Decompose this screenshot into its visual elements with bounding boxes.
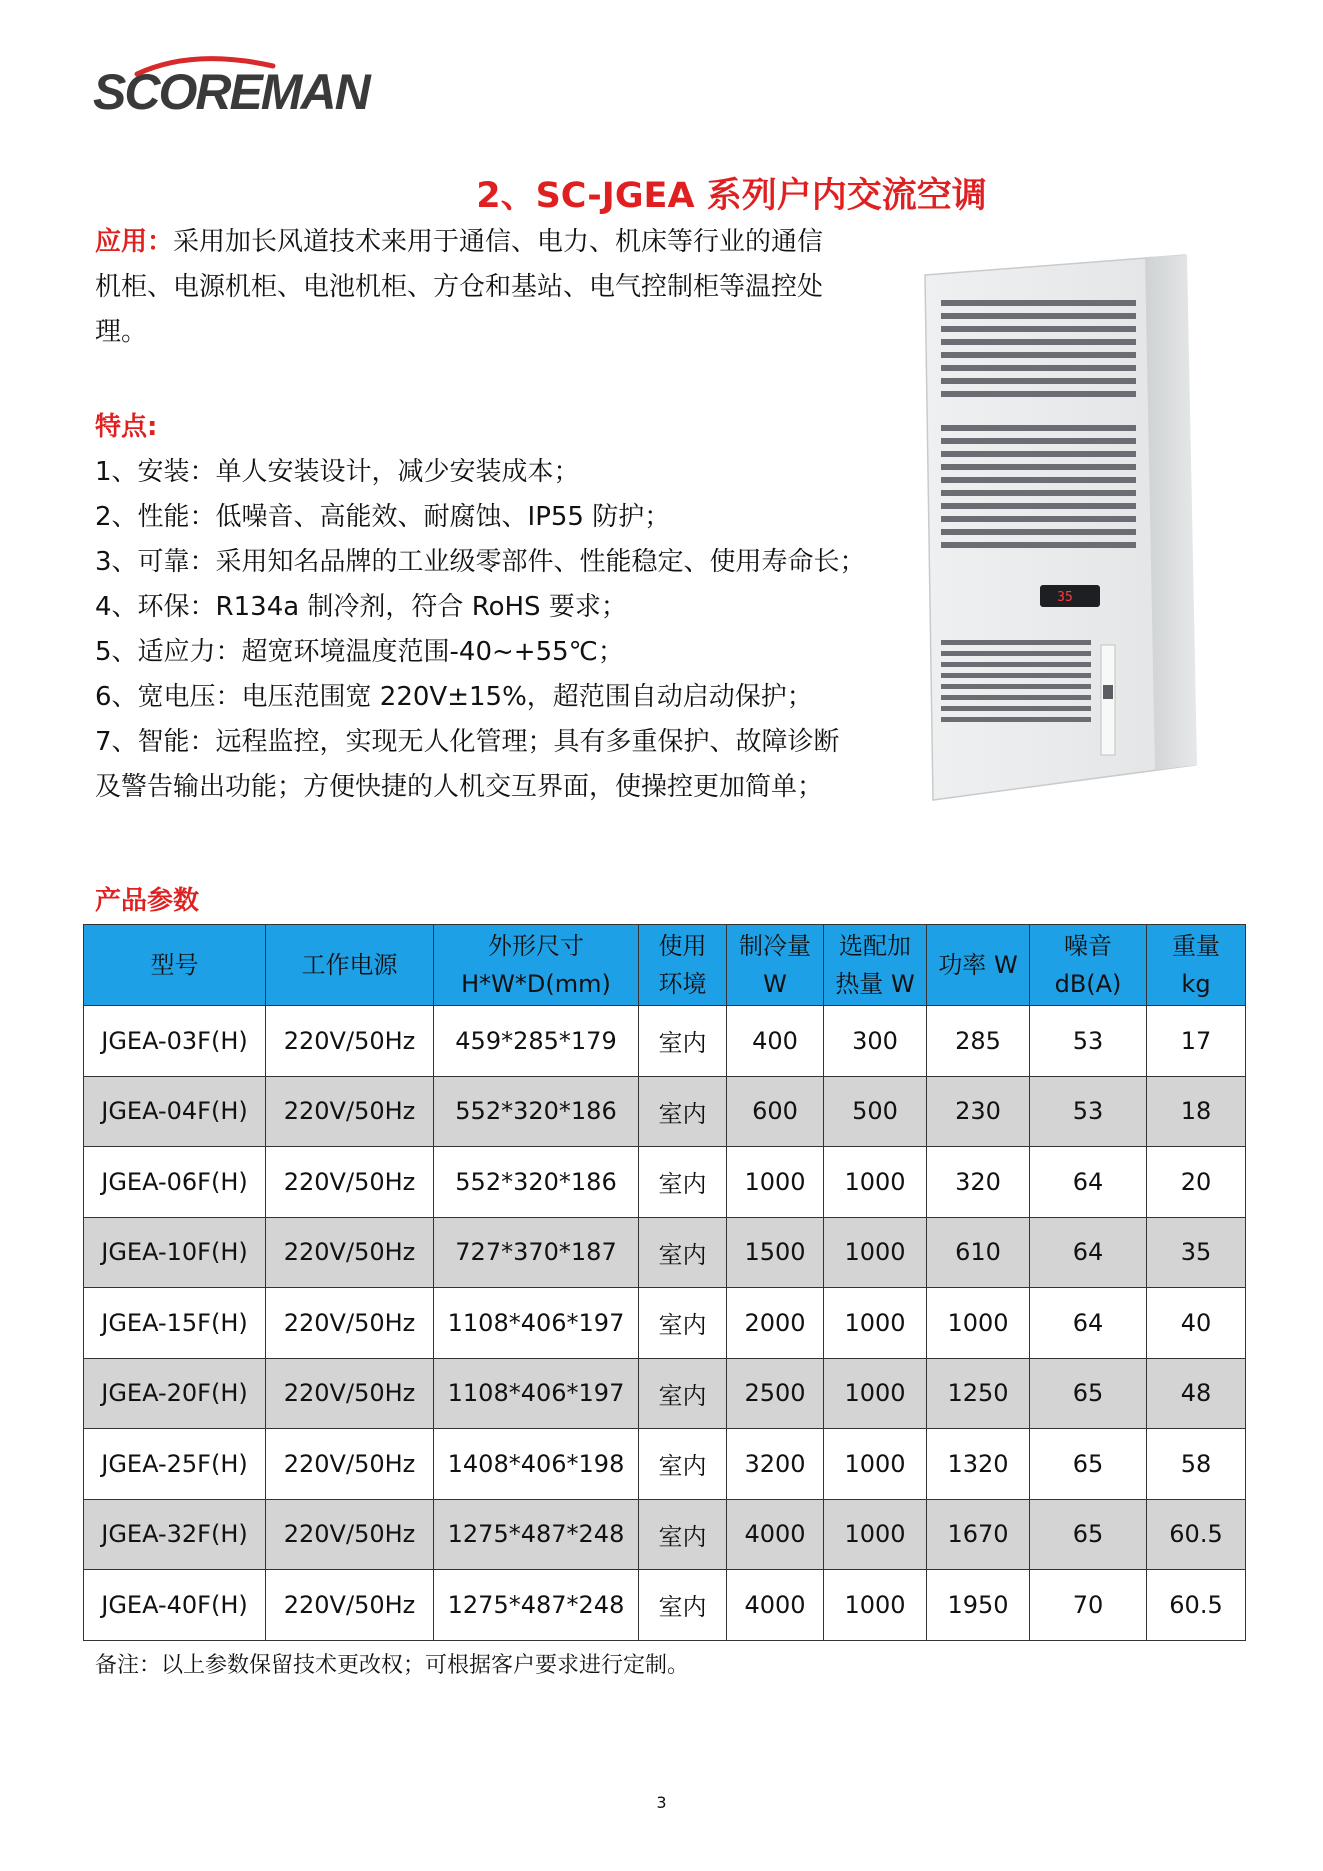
- air-conditioner-image: [905, 245, 1205, 805]
- cell-model: JGEA-20F(H): [84, 1358, 266, 1429]
- cell-cooling: 4000: [727, 1570, 824, 1641]
- cell-power: 230: [927, 1076, 1030, 1147]
- cell-weight: 40: [1147, 1288, 1246, 1359]
- features-section: [95, 405, 865, 810]
- cell-heating: 300: [824, 1006, 927, 1077]
- cell-model: JGEA-06F(H): [84, 1147, 266, 1218]
- header-power: 功率 W: [927, 925, 1030, 1006]
- cell-cooling: 1500: [727, 1217, 824, 1288]
- cell-cooling: 400: [727, 1006, 824, 1077]
- cell-supply: 220V/50Hz: [266, 1217, 434, 1288]
- cell-dimensions: 1108*406*197: [434, 1358, 639, 1429]
- table-row: [84, 1358, 1246, 1429]
- cell-noise: 53: [1030, 1006, 1147, 1077]
- cell-noise: 70: [1030, 1570, 1147, 1641]
- cell-cooling: 2500: [727, 1358, 824, 1429]
- application-line-2: 机柜、电源机柜、电池机柜、方仓和基站、电气控制柜等温控处: [95, 272, 824, 302]
- cell-supply: 220V/50Hz: [266, 1358, 434, 1429]
- cell-dimensions: 459*285*179: [434, 1006, 639, 1077]
- cell-noise: 65: [1030, 1429, 1147, 1500]
- cell-environment: 室内: [639, 1429, 727, 1500]
- application-section: [95, 220, 865, 355]
- cell-dimensions: 1275*487*248: [434, 1499, 639, 1570]
- cell-dimensions: 1275*487*248: [434, 1570, 639, 1641]
- application-line-3: 理。: [95, 317, 148, 347]
- header-cooling-capacity: 制冷量 W: [727, 925, 824, 1006]
- cell-power: 1670: [927, 1499, 1030, 1570]
- cell-model: JGEA-40F(H): [84, 1570, 266, 1641]
- cell-noise: 64: [1030, 1147, 1147, 1218]
- cell-supply: 220V/50Hz: [266, 1429, 434, 1500]
- header-noise: 噪音 dB(A): [1030, 925, 1147, 1006]
- feature-item: 1、安装：单人安装设计，减少安装成本；: [95, 457, 580, 487]
- application-label: 应用：: [95, 227, 174, 257]
- cell-weight: 58: [1147, 1429, 1246, 1500]
- logo-arc-icon: [133, 54, 283, 78]
- table-row: [84, 1499, 1246, 1570]
- cell-power: 610: [927, 1217, 1030, 1288]
- feature-item: 7、智能：远程监控，实现无人化管理；具有多重保护、故障诊断: [95, 727, 840, 757]
- page-title: 2、SC-JGEA 系列户内交流空调: [476, 176, 987, 216]
- table-row: [84, 1006, 1246, 1077]
- cell-dimensions: 552*320*186: [434, 1076, 639, 1147]
- cell-power: 285: [927, 1006, 1030, 1077]
- cell-environment: 室内: [639, 1147, 727, 1218]
- header-model: 型号: [84, 925, 266, 1006]
- cell-dimensions: 1408*406*198: [434, 1429, 639, 1500]
- cell-model: JGEA-15F(H): [84, 1288, 266, 1359]
- cell-noise: 64: [1030, 1288, 1147, 1359]
- cell-environment: 室内: [639, 1217, 727, 1288]
- cell-noise: 65: [1030, 1499, 1147, 1570]
- table-row: [84, 1217, 1246, 1288]
- header-power-supply: 工作电源: [266, 925, 434, 1006]
- cell-weight: 60.5: [1147, 1499, 1246, 1570]
- cell-weight: 17: [1147, 1006, 1246, 1077]
- application-line-1: 采用加长风道技术来用于通信、电力、机床等行业的通信: [173, 227, 824, 257]
- page-number: 3: [656, 1793, 667, 1812]
- table-row: [84, 1570, 1246, 1641]
- cell-supply: 220V/50Hz: [266, 1147, 434, 1218]
- cell-weight: 18: [1147, 1076, 1246, 1147]
- feature-item: 6、宽电压：电压范围宽 220V±15%，超范围自动启动保护；: [95, 682, 813, 712]
- cell-weight: 60.5: [1147, 1570, 1246, 1641]
- cell-cooling: 3200: [727, 1429, 824, 1500]
- feature-item: 5、适应力：超宽环境温度范围-40~+55℃；: [95, 637, 624, 667]
- cell-cooling: 4000: [727, 1499, 824, 1570]
- cell-environment: 室内: [639, 1499, 727, 1570]
- cell-heating: 1000: [824, 1570, 927, 1641]
- cell-weight: 20: [1147, 1147, 1246, 1218]
- cell-model: JGEA-25F(H): [84, 1429, 266, 1500]
- cell-power: 1000: [927, 1288, 1030, 1359]
- feature-item: 及警告输出功能；方便快捷的人机交互界面，使操控更加简单；: [95, 772, 824, 802]
- scoreman-logo: [93, 62, 369, 122]
- cell-heating: 1000: [824, 1147, 927, 1218]
- cell-heating: 500: [824, 1076, 927, 1147]
- cell-dimensions: 727*370*187: [434, 1217, 639, 1288]
- display-reading: 35: [1057, 590, 1073, 605]
- cell-environment: 室内: [639, 1358, 727, 1429]
- params-label: 产品参数: [95, 886, 200, 916]
- cell-heating: 1000: [824, 1358, 927, 1429]
- cell-environment: 室内: [639, 1006, 727, 1077]
- cell-power: 1250: [927, 1358, 1030, 1429]
- cell-noise: 65: [1030, 1358, 1147, 1429]
- cell-supply: 220V/50Hz: [266, 1006, 434, 1077]
- cell-supply: 220V/50Hz: [266, 1499, 434, 1570]
- cell-supply: 220V/50Hz: [266, 1570, 434, 1641]
- table-row: [84, 1288, 1246, 1359]
- cell-dimensions: 1108*406*197: [434, 1288, 639, 1359]
- cell-supply: 220V/50Hz: [266, 1076, 434, 1147]
- cell-cooling: 2000: [727, 1288, 824, 1359]
- cell-power: 320: [927, 1147, 1030, 1218]
- cell-environment: 室内: [639, 1076, 727, 1147]
- cell-power: 1950: [927, 1570, 1030, 1641]
- table-row: [84, 1429, 1246, 1500]
- cell-model: JGEA-03F(H): [84, 1006, 266, 1077]
- feature-item: 3、可靠：采用知名品牌的工业级零部件、性能稳定、使用寿命长；: [95, 547, 866, 577]
- cell-weight: 35: [1147, 1217, 1246, 1288]
- cell-noise: 64: [1030, 1217, 1147, 1288]
- cell-heating: 1000: [824, 1288, 927, 1359]
- cell-model: JGEA-10F(H): [84, 1217, 266, 1288]
- cell-power: 1320: [927, 1429, 1030, 1500]
- cell-heating: 1000: [824, 1429, 927, 1500]
- cell-model: JGEA-04F(H): [84, 1076, 266, 1147]
- header-heating-option: 选配加 热量 W: [824, 925, 927, 1006]
- header-environment: 使用 环境: [639, 925, 727, 1006]
- cell-heating: 1000: [824, 1217, 927, 1288]
- features-label: 特点:: [95, 412, 158, 442]
- spec-table: [83, 924, 1246, 1641]
- footnote: 备注：以上参数保留技术更改权；可根据客户要求进行定制。: [95, 1653, 690, 1678]
- cell-environment: 室内: [639, 1288, 727, 1359]
- cell-weight: 48: [1147, 1358, 1246, 1429]
- cell-dimensions: 552*320*186: [434, 1147, 639, 1218]
- table-row: [84, 1076, 1246, 1147]
- table-header-row: [84, 925, 1246, 1006]
- cell-cooling: 600: [727, 1076, 824, 1147]
- latch-icon: [1103, 685, 1113, 699]
- cell-model: JGEA-32F(H): [84, 1499, 266, 1570]
- feature-item: 2、性能：低噪音、高能效、耐腐蚀、IP55 防护；: [95, 502, 671, 532]
- cell-cooling: 1000: [727, 1147, 824, 1218]
- cell-environment: 室内: [639, 1570, 727, 1641]
- cell-heating: 1000: [824, 1499, 927, 1570]
- header-dimensions: 外形尺寸 H*W*D(mm): [434, 925, 639, 1006]
- feature-item: 4、环保：R134a 制冷剂，符合 RoHS 要求；: [95, 592, 627, 622]
- cell-supply: 220V/50Hz: [266, 1288, 434, 1359]
- logo-text: SCOREMAN: [93, 64, 369, 120]
- header-weight: 重量 kg: [1147, 925, 1246, 1006]
- table-row: [84, 1147, 1246, 1218]
- cell-noise: 53: [1030, 1076, 1147, 1147]
